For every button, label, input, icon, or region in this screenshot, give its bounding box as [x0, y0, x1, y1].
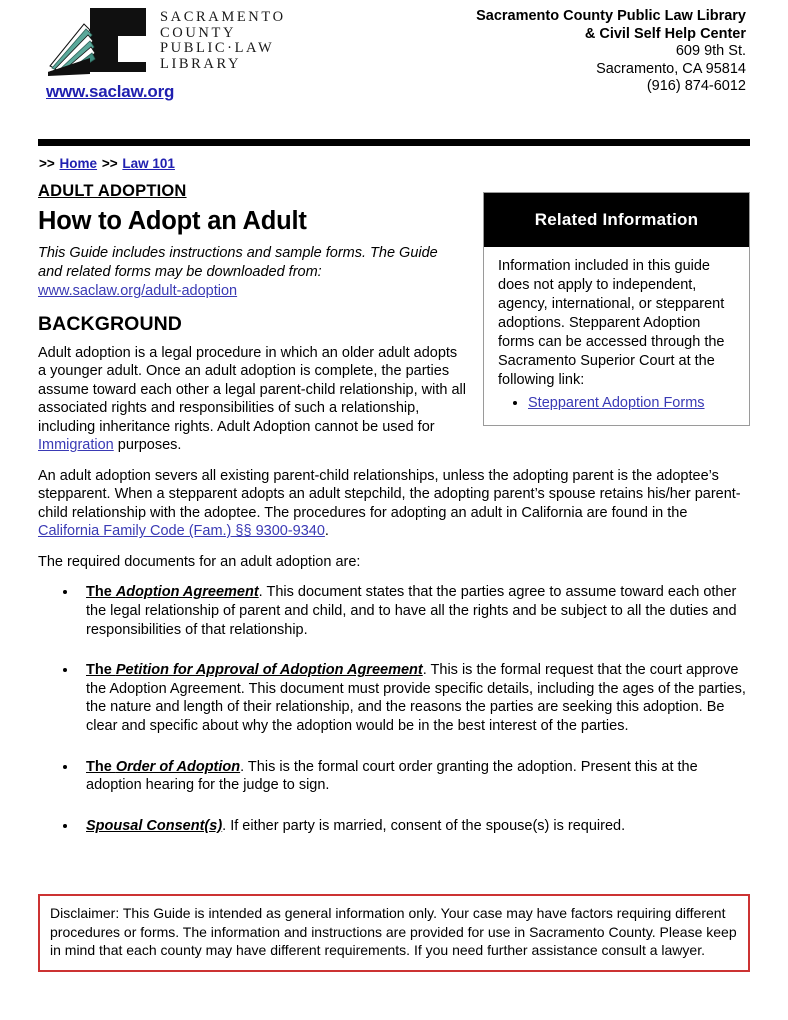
background-paragraph-1-part-a: Adult adoption is a legal procedure in which an older adult adopts a younger adult. Once an adult adoption is complete, the parties assume toward each other a legal parent-child relationship, with all associated rights and responsibilities of such a relationship, including inheritance rights. Adult Adoption cannot be used for [38, 344, 466, 435]
term-title: Petition for Approval of Adoption Agreement [115, 662, 423, 679]
logo-line-1: SACRAMENTO [160, 9, 286, 25]
main-content [38, 182, 750, 857]
disclaimer-text: Disclaimer: This Guide is intended as general information only. Your case may have factors requiring different procedures or forms. The information and instructions are provided for use in Sacramento County. Please keep in mind that each county may have different requirements. If you need further assistance consult a lawyer. [50, 905, 737, 959]
org-name-line-1: Sacramento County Public Law Library [476, 8, 746, 24]
term-prefix: The [86, 662, 116, 679]
related-information-text: Information included in this guide does not apply to independent, agency, international, or stepparent adoptions. Stepparent Adoption forms can be accessed through the Sacramento Superior Court at the following link: [498, 258, 725, 388]
document-term-order-of-adoption [86, 759, 240, 775]
breadcrumb-separator-1: >> [39, 156, 55, 171]
address-street: 609 9th St. [675, 43, 746, 59]
list-item [78, 817, 750, 836]
related-information-heading: Related Information [484, 193, 749, 247]
logo-mark-icon [46, 6, 154, 80]
breadcrumb-separator-2: >> [101, 156, 118, 171]
background-heading: BACKGROUND [38, 312, 182, 335]
background-paragraph-2 [38, 467, 750, 541]
required-documents-intro: The required documents for an adult adoption are: [38, 553, 361, 570]
background-paragraph-2-part-a: An adult adoption severs all existing parent-child relationships, unless the adopting parent is the adoptee’s stepparent. When a stepparent adopts an adult stepchild, the adopting parent’s spouse retains his/her parent-child relationship with the adoptee. The procedures for adopting an adult in California are found in the [38, 467, 741, 521]
address-city: Sacramento, CA 95814 [596, 60, 746, 77]
page-title: How to Adopt an Adult [38, 207, 307, 235]
term-prefix: The [86, 584, 116, 601]
family-code-link[interactable]: California Family Code (Fam.) §§ 9300-9340 [38, 523, 325, 540]
header-contact-info [476, 8, 746, 96]
page-kicker: ADULT ADOPTION [38, 182, 187, 200]
immigration-link[interactable]: Immigration [38, 437, 114, 453]
guide-lede [38, 244, 462, 301]
breadcrumb-link-law-101[interactable]: Law 101 [122, 156, 175, 171]
document-description: . If either party is married, consent of the spouse(s) is required. [222, 817, 626, 834]
phone-number: (916) 874-6012 [646, 78, 746, 94]
background-paragraph-1 [38, 344, 466, 455]
list-item [78, 758, 750, 795]
term-title: Order of Adoption [115, 758, 241, 775]
header-divider-rule [38, 139, 750, 146]
library-logo [46, 6, 286, 80]
term-title: Spousal Consent(s) [86, 817, 223, 834]
breadcrumb-link-home[interactable]: Home [59, 156, 98, 171]
background-paragraph-2-part-b: . [324, 523, 329, 540]
document-term-spousal-consents [86, 818, 222, 834]
logo-line-2: COUNTY [160, 24, 237, 41]
list-item [78, 583, 750, 639]
site-url-link[interactable]: www.saclaw.org [46, 82, 175, 101]
document-term-petition-for-approval [86, 662, 423, 678]
guide-lede-text: This Guide includes instructions and sample forms. The Guide and related forms may be downloaded from: [38, 245, 438, 280]
required-documents-list [38, 583, 750, 835]
page-header [38, 0, 750, 116]
breadcrumb [38, 156, 175, 171]
stepparent-adoption-forms-link[interactable]: Stepparent Adoption Forms [528, 395, 705, 411]
document-term-adoption-agreement [86, 584, 259, 600]
document-description: . This is the formal court order granting the adoption. Present this at the adoption hearing for the judge to sign. [86, 758, 698, 794]
guide-download-link[interactable]: www.saclaw.org/adult-adoption [38, 283, 238, 299]
term-prefix: The [86, 758, 116, 775]
term-title: Adoption Agreement [115, 584, 259, 601]
list-item [78, 661, 750, 735]
logo-line-4: LIBRARY [160, 55, 242, 72]
background-paragraph-1-part-b: purposes. [113, 437, 182, 453]
disclaimer-box [38, 894, 750, 972]
document-description: . This is the formal request that the court approve the Adoption Agreement. This document must provide specific details, including the ages of the parties, the nature and length of their relationship, and the reasons the parties are seeking this adoption. Be clear and specific about why the adoption would be in the best interest of the parties. [86, 662, 746, 735]
logo-line-3: PUBLIC·LAW [160, 40, 275, 56]
document-description: . This document states that the parties agree to assume toward each other the legal relationship of parent and child, and to have all the rights and be subject to all the duties and responsibilities of that relationship. [86, 584, 737, 638]
org-name-line-2: & Civil Self Help Center [584, 25, 746, 42]
logo-wordmark [160, 6, 286, 72]
